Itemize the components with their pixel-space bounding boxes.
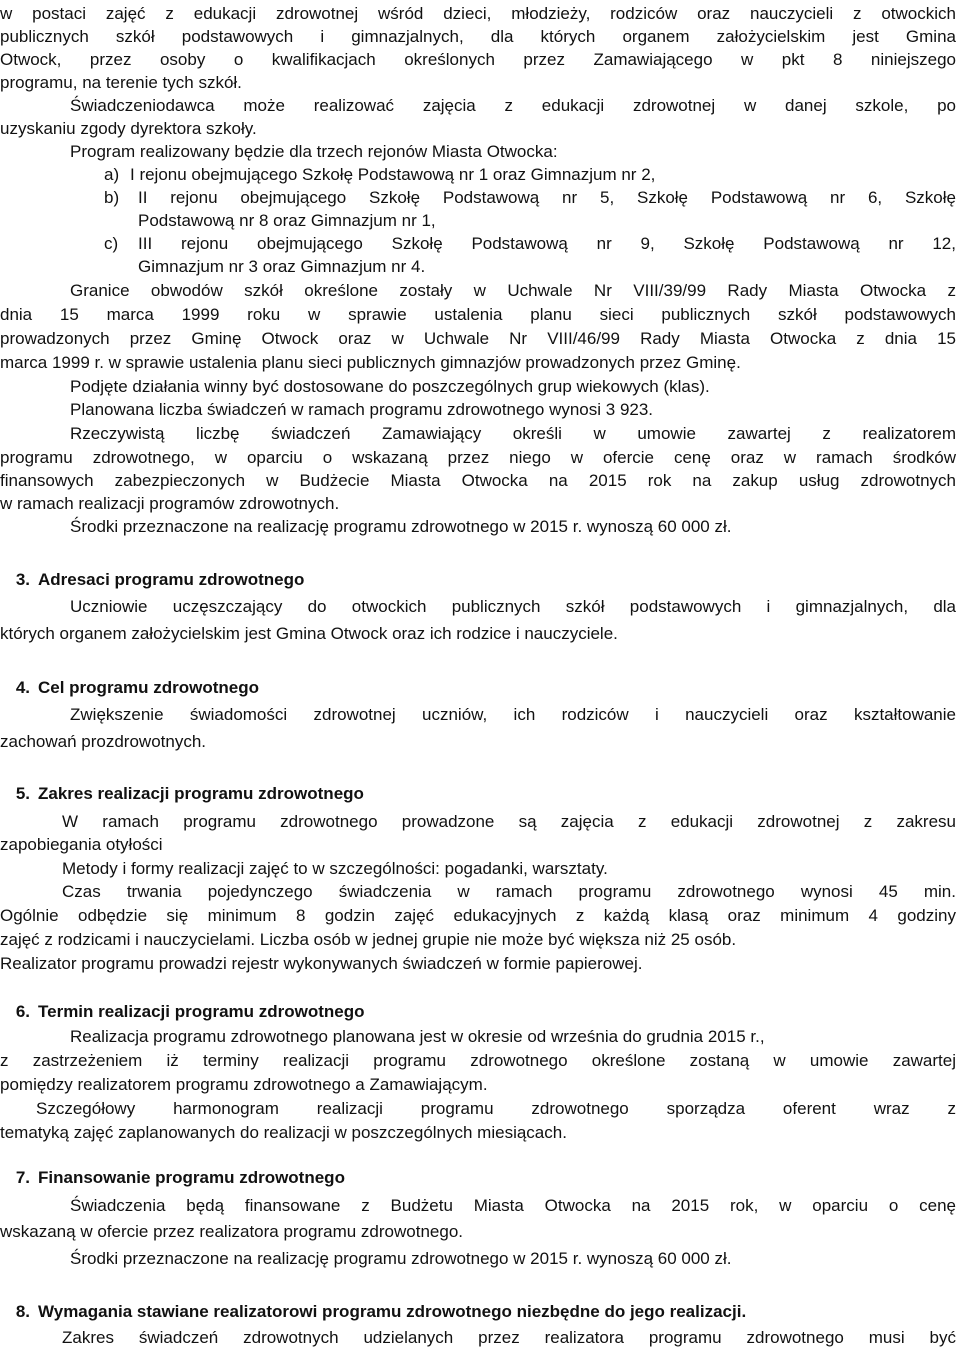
region-a <box>104 165 655 185</box>
borders-line-4: marca 1999 r. w sprawie ustalenia planu sieci publicznych gimnazjów prowadzonych przez Gminę. <box>0 353 741 372</box>
section-5-line-7: Realizator programu prowadzi rejestr wykonywanych świadczeń w formie papierowej. <box>0 954 643 973</box>
section-7-line-1: Świadczenia będą finansowane z Budżetu Miasta Otwocka na 2015 rok, w oparciu o cenę <box>70 1196 956 1215</box>
actual-line-2: programu zdrowotnego, w oparciu o wskazaną przez niego w ofercie cenę oraz w ramach środków <box>0 448 956 467</box>
region-c-line-1: III rejonu obejmującego Szkołę Podstawową nr 9, Szkołę Podstawową nr 12, <box>138 234 956 253</box>
section-8-heading <box>0 1302 746 1322</box>
section-7-line-2: wskazaną w ofercie przez realizatora programu zdrowotnego. <box>0 1222 464 1241</box>
section-4-line-1: Zwiększenie świadomości zdrowotnej uczniów, ich rodziców i nauczycieli oraz kształtowanie <box>70 705 956 724</box>
region-a-text: I rejonu obejmującego Szkołę Podstawową nr 1 oraz Gimnazjum nr 2, <box>130 165 656 184</box>
intro-line-2: publicznych szkół podstawowych i gimnazjalnych, dla których organem założycielskim jest Gmina <box>0 27 956 46</box>
regions-intro: Program realizowany będzie dla trzech rejonów Miasta Otwocka: <box>70 142 558 161</box>
section-4-heading <box>0 678 259 698</box>
borders-line-3: prowadzonych przez Gminę Otwock oraz w Uchwale Nr VIII/46/99 Rady Miasta Otwocka z dnia 15 <box>0 329 956 348</box>
section-6-number: 6. <box>15 1002 30 1021</box>
section-5-line-1: W ramach programu zdrowotnego prowadzone są zajęcia z edukacji zdrowotnej z zakresu <box>62 812 956 831</box>
section-3-number: 3. <box>15 570 30 589</box>
region-c-marker: c) <box>104 234 119 253</box>
section-3-heading <box>0 570 304 590</box>
intro-line-1: w postaci zajęć z edukacji zdrowotnej wśród dzieci, młodzieży, rodziców oraz nauczycieli z otwockich <box>0 4 956 23</box>
intro-line-4: programu, na terenie tych szkół. <box>0 73 242 92</box>
section-4-title: Cel programu zdrowotnego <box>38 678 259 697</box>
section-6-line-4: Szczegółowy harmonogram realizacji programu zdrowotnego sporządza oferent wraz z <box>36 1099 956 1118</box>
section-6-heading <box>0 1002 365 1022</box>
section-4-line-2: zachowań prozdrowotnych. <box>0 732 207 751</box>
region-c-line-2: Gimnazjum nr 3 oraz Gimnazjum nr 4. <box>138 257 426 276</box>
section-5-heading <box>0 784 364 804</box>
section-4-number: 4. <box>15 678 30 697</box>
section-6-title: Termin realizacji programu zdrowotnego <box>38 1002 365 1021</box>
section-6-line-5: tematyką zajęć zaplanowanych do realizacji w poszczególnych miesiącach. <box>0 1123 567 1142</box>
region-b-marker: b) <box>104 188 120 207</box>
planned-line: Planowana liczba świadczeń w ramach programu zdrowotnego wynosi 3 923. <box>70 400 654 419</box>
region-c <box>104 234 130 254</box>
section-6-line-2: z zastrzeżeniem iż terminy realizacji programu zdrowotnego określone zostaną w umowie zawartej <box>0 1051 956 1070</box>
section-7-number: 7. <box>15 1168 30 1187</box>
region-a-marker: a) <box>104 165 120 184</box>
section-3-line-2: których organem założycielskim jest Gmina Otwock oraz ich rodzice i nauczyciele. <box>0 624 618 643</box>
adapt-line: Podjęte działania winny być dostosowane do poszczególnych grup wiekowych (klas). <box>70 377 710 396</box>
actual-line-1: Rzeczywistą liczbę świadczeń Zamawiający określi w umowie zawartej z realizatorem <box>70 424 956 443</box>
consent-line-2: uzyskaniu zgody dyrektora szkoły. <box>0 119 257 138</box>
actual-line-3: finansowych zabezpieczonych w Budżecie Miasta Otwocka na 2015 rok na zakup usług zdrowotnych <box>0 471 956 490</box>
region-b-line-1: II rejonu obejmującego Szkołę Podstawową nr 5, Szkołę Podstawową nr 6, Szkołę <box>138 188 956 207</box>
section-5-line-4: Czas trwania pojedynczego świadczenia w ramach programu zdrowotnego wynosi 45 min. <box>62 882 956 901</box>
consent-line-1: Świadczeniodawca może realizować zajęcia z edukacji zdrowotnej w danej szkole, po <box>70 96 956 115</box>
section-5-title: Zakres realizacji programu zdrowotnego <box>38 784 364 803</box>
section-6-line-1: Realizacja programu zdrowotnego planowana jest w okresie od września do grudnia 2015 r., <box>70 1027 765 1046</box>
section-7-line-3: Środki przeznaczone na realizację programu zdrowotnego w 2015 r. wynoszą 60 000 zł. <box>70 1249 732 1268</box>
section-7-heading <box>0 1168 345 1188</box>
section-5-line-3: Metody i formy realizacji zajęć to w szczególności: pogadanki, warsztaty. <box>62 859 608 878</box>
intro-line-3: Otwock, przez osoby o kwalifikacjach określonych przez Zamawiającego w pkt 8 niniejszego <box>0 50 956 69</box>
funds-line: Środki przeznaczone na realizację programu zdrowotnego w 2015 r. wynoszą 60 000 zł. <box>70 517 732 536</box>
section-3-title: Adresaci programu zdrowotnego <box>38 570 305 589</box>
section-6-line-3: pomiędzy realizatorem programu zdrowotnego a Zamawiającym. <box>0 1075 488 1094</box>
section-8-line-1: Zakres świadczeń zdrowotnych udzielanych przez realizatora programu zdrowotnego musi być <box>62 1328 956 1347</box>
section-5-number: 5. <box>15 784 30 803</box>
section-8-number: 8. <box>15 1302 30 1321</box>
section-8-title: Wymagania stawiane realizatorowi programu zdrowotnego niezbędne do jego realizacji. <box>38 1302 747 1321</box>
actual-line-4: w ramach realizacji programów zdrowotnych. <box>0 494 340 513</box>
section-5-line-2: zapobiegania otyłości <box>0 835 163 854</box>
region-b-line-2: Podstawową nr 8 oraz Gimnazjum nr 1, <box>138 211 436 230</box>
section-7-title: Finansowanie programu zdrowotnego <box>38 1168 345 1187</box>
borders-line-1: Granice obwodów szkół określone zostały w Uchwale Nr VIII/39/99 Rady Miasta Otwocka z <box>70 281 956 300</box>
borders-line-2: dnia 15 marca 1999 roku w sprawie ustalenia planu sieci publicznych szkół podstawowych <box>0 305 956 324</box>
section-5-line-5: Ogólnie odbędzie się minimum 8 godzin zajęć edukacyjnych z każdą klasą oraz minimum 4 godziny <box>0 906 956 925</box>
section-3-line-1: Uczniowie uczęszczający do otwockich publicznych szkół podstawowych i gimnazjalnych, dla <box>70 597 956 616</box>
section-5-line-6: zajęć z rodzicami i nauczycielami. Liczba osób w jednej grupie nie może być większa niż 25 osób. <box>0 930 737 949</box>
